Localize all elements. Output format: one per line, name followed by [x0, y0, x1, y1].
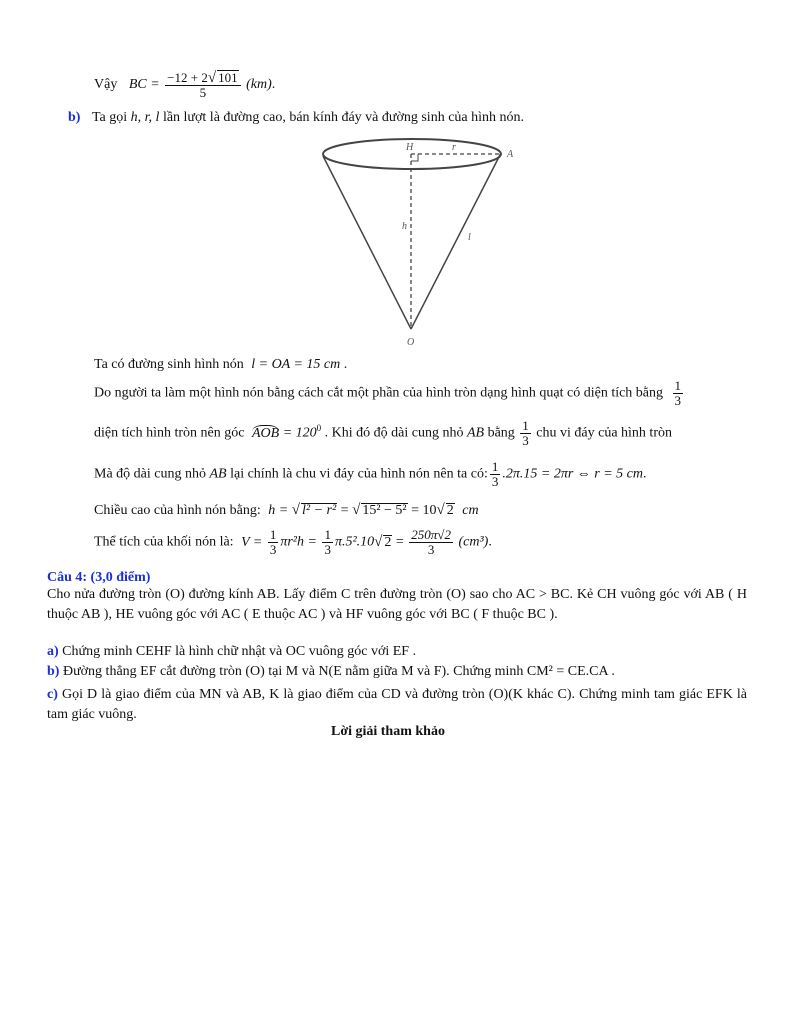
num: 250π√2 [411, 527, 451, 542]
q4-title: Câu 4: (3,0 điểm) [47, 570, 151, 585]
math-t2: π.5².10 [334, 534, 375, 550]
math-h: h = [268, 503, 289, 518]
fraction-one-third [673, 379, 684, 408]
math-l: l = OA = 15 cm [251, 357, 341, 372]
period: . [343, 357, 348, 372]
den: 3 [269, 542, 277, 557]
math-v: V = [241, 534, 263, 550]
den: 3 [674, 393, 682, 408]
arc-line [94, 460, 647, 489]
radicand-101: 101 [218, 70, 238, 85]
label-b: b) [47, 664, 60, 679]
fraction-one-third-2 [520, 419, 531, 448]
num: 1 [491, 459, 499, 474]
label-O: O [407, 337, 415, 348]
frac-1 [268, 528, 279, 557]
unit-cm: cm [462, 503, 479, 518]
text-a: Chứng minh CEHF là hình chữ nhật và OC vuông góc với EF . [62, 644, 417, 659]
den: 3 [522, 433, 529, 448]
part-b-text-2: lần lượt là đường cao, bán kính đáy và đường sinh của hình nón. [162, 110, 525, 125]
den: 3 [427, 542, 435, 557]
math-t1: πr²h = [280, 534, 317, 550]
den: 3 [324, 542, 331, 557]
text-b: Đường thẳng EF cắt đường tròn (O) tại M và N(E nằm giữa M và F). Chứng minh CM² = CE.CA . [62, 664, 615, 679]
label-h: h [402, 221, 407, 232]
label-l: l [468, 232, 471, 243]
label-a: a) [47, 644, 59, 659]
frac-3 [409, 528, 453, 557]
volume-line: Thể tích của khối nón là: V = $\frac{1}{3}$ πr²h = $\frac{1}{3}$ π.5².10√ 2 = $\frac{250\pi√2}{3}$ (cm³). [94, 527, 492, 557]
q4-part-a [47, 644, 416, 660]
equals: = [340, 503, 349, 518]
part-b-vars: h, r, l [130, 110, 160, 125]
solution-heading: Lời giải tham khảo [331, 724, 445, 739]
cone-left-edge [323, 156, 411, 329]
text-arc: Mà độ dài cung nhỏ [94, 466, 206, 482]
fraction-one-third-3 [490, 460, 501, 489]
q4-part-b [47, 664, 615, 680]
part-b-text: Ta gọi [91, 110, 128, 125]
text-bang: bằng [487, 425, 515, 441]
generatrix-line [94, 357, 347, 373]
math-120: = 120 [282, 425, 317, 441]
den: 3 [491, 474, 499, 489]
label-c: c) [47, 687, 58, 702]
frac-2 [322, 528, 333, 557]
radicand-2: 15² − 5² [362, 503, 407, 518]
equals-10: = 10 [411, 503, 437, 518]
period: . [488, 534, 492, 550]
sector-line-2 [94, 419, 672, 448]
num-part: −12 + 2 [167, 70, 208, 85]
text-height: Chiều cao của hình nón bằng: [94, 503, 261, 518]
text-sector-1: Do người ta làm một hình nón bằng cách cắt một phần của hình tròn dạng hình quạt có diện tích bằng [94, 385, 664, 401]
sector-line-1 [94, 379, 685, 408]
radicand: 2 [384, 535, 392, 550]
label-r: r [452, 142, 456, 153]
cone-right-edge [411, 153, 501, 329]
num: 1 [324, 527, 331, 542]
period: . [271, 77, 276, 93]
denominator: 5 [199, 85, 207, 100]
math-ab: AB [209, 466, 227, 482]
num: 1 [522, 418, 529, 433]
num: 1 [269, 527, 277, 542]
text-arc-length: . Khi đó độ dài cung nhỏ [324, 425, 464, 441]
radicand-3: 2 [446, 503, 454, 518]
radicand-1: l² − r² [301, 503, 337, 518]
text-arc-2: lại chính là chu vi đáy của hình nón nên ta có: [230, 466, 488, 482]
cone-figure [310, 134, 530, 350]
math-bc: BC = [128, 77, 160, 93]
text-volume: Thể tích của khối nón là: [94, 534, 234, 550]
label-A: A [507, 149, 514, 160]
q4-intro: Cho nửa đường tròn (O) đường kính AB. Lấy điểm C trên đường tròn (O) sao cho AC > BC. Kẻ CH vuông góc với AB ( H thuộc AB ), HE vuông góc với AC ( E thuộc AC ) và HF vuông góc với BC ( F thuộc BC ). [47, 587, 747, 622]
text-circumference: chu vi đáy của hình tròn [536, 425, 672, 441]
math-ab: AB [466, 425, 485, 441]
height-line: Chiều cao của hình nón bằng: h = √ l² − r² = √ 15² − 5² = 10√ 2 cm [94, 502, 479, 518]
equals: = [395, 534, 404, 550]
text-generatrix: Ta có đường sinh hình nón [94, 357, 244, 372]
degree-sup: 0 [316, 423, 322, 434]
num: 1 [674, 378, 682, 393]
unit-cm3: (cm³) [458, 534, 489, 550]
label-H: H [406, 142, 414, 153]
unit-km: (km) [246, 77, 272, 93]
text-angle: diện tích hình tròn nên góc [94, 425, 245, 441]
fraction-bc: $\frac{-12 + 2√ 101}{5}$ [165, 70, 240, 100]
right-angle-mark [411, 154, 418, 161]
text-c: Gọi D là giao điểm của MN và AB, K là giao điểm của CD và đường tròn (O)(K khác C). Chứng minh tam giác EFK là tam giác vuông. [47, 687, 748, 722]
text-vay: Vậy [94, 77, 118, 93]
math-arc-aob: AOB [251, 425, 280, 441]
part-b-line [68, 110, 524, 126]
math-radius: .2π.15 = 2πr ⇔ r = 5 cm [502, 466, 644, 482]
q4-part-c [47, 685, 747, 725]
period: . [643, 466, 647, 482]
part-b-label: b) [68, 110, 81, 125]
bc-result-line [94, 70, 275, 100]
